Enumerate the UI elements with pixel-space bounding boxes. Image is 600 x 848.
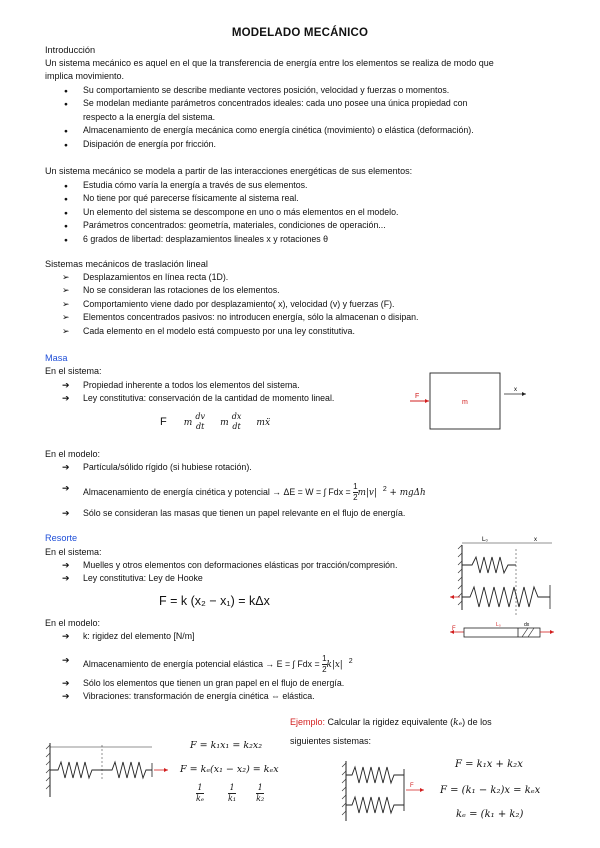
displacement-label: x [514,387,517,393]
energy-half-den: 2 [353,493,358,502]
model-bar-hatch [528,628,534,637]
model-bar-hatch [522,628,528,637]
model-left-force-label: F [452,626,456,632]
series-eq3-den-2: k₂ [256,794,265,803]
series-eq3-num-1: 1 [229,783,235,792]
series-eq1: F = k₁x₁ = k₂x₂ [190,740,263,751]
spring-half-num: 1 [322,654,327,663]
eq-m2: m [220,417,229,428]
series-eq3-den-1: k₁ [228,794,237,803]
model-bullet-list [45,179,398,246]
model-bullet: ● No tiene por qué parecerse físicamente al sistema real. [45,192,398,205]
translation-item: ➢ Cada elemento en el modelo está compuesto por una ley constitutiva. [45,325,418,338]
intro-paragraph-line1: Un sistema mecánico es aquel en el que la transferencia de energía entre los elementos se realiza de modo que [45,58,494,68]
model-bullet: ● 6 grados de libertad: desplazamientos lineales x y rotaciones θ [45,233,398,246]
mass-equation [160,412,270,432]
series-spring-1 [50,762,104,778]
series-eq3-mid [228,783,236,804]
intro-paragraph-line2: implica movimiento. [45,71,125,81]
resorte-model-item: ➔ Vibraciones: transformación de energía cinética ⇔ elástica. [45,690,344,703]
series-eq3-den-e: kₑ [196,794,204,803]
page-title: MODELADO MECÁNICO [231,27,369,39]
example-label: Ejemplo: [290,717,326,727]
intro-bullet-continuation-text: respecto a la energía del sistema. [83,111,216,122]
masa-model-list [45,461,252,474]
intro-bullet: ● Se modelan mediante parámetros concentrados ideales: cada uno posee una única propiedad con [45,97,474,110]
masa-system-label: En el sistema: [45,366,102,376]
resorte-system-list [45,559,397,586]
masa-model-label: En el modelo: [45,449,101,459]
masa-energy-item [45,482,426,503]
translation-list [45,271,418,338]
resorte-model-list-2 [45,677,344,704]
spring-stretched [462,587,550,607]
translation-item: ➢ No se consideran las rotaciones de los elementos. [45,284,418,297]
model-dx-label: dx [524,622,530,628]
masa-energy-list [45,482,426,503]
resorte-system-label: En el sistema: [45,547,102,557]
translation-item: ➢ Comportamiento viene dado por desplazamiento( x), velocidad (v) y fuerzas (F). [45,298,418,311]
translation-heading: Sistemas mecánicos de traslación lineal [45,259,208,269]
example-line1 [290,716,492,730]
model-bullet: ● Un elemento del sistema se descompone en uno o más elementos en el modelo. [45,206,398,219]
x-dimension-label: x [534,537,537,543]
masa-heading: Masa [45,353,68,363]
parallel-springs-diagram [338,755,438,825]
L0-label: L₀ [482,537,488,543]
example-text1: Calcular la rigidez equivalente ( [327,717,454,727]
intro-bullet-list [45,84,474,151]
parallel-wall-hatching [342,763,346,815]
parallel-force-label: F [410,783,414,789]
energy-exponent: 2 [382,485,387,493]
masa-system-list [45,379,334,406]
eq-m1: m [183,417,193,428]
eq-dx-dt [232,412,242,432]
series-springs-diagram [42,735,172,805]
eq-dv-dt [195,412,205,432]
eq-F: F [160,415,167,428]
masa-model-item: ➔ Sólo se consideran las masas que tienen un papel relevante en el flujo de energía. [45,507,405,520]
resorte-system-item: ➔ Ley constitutiva: Ley de Hooke [45,572,397,585]
resorte-model-item: ➔ Sólo los elementos que tienen un gran papel en el flujo de energía. [45,677,344,690]
eq-dx: dx [231,412,242,421]
eq-dt1: dt [196,422,205,431]
intro-bullet-continuation [45,111,474,124]
series-eq3-right [256,783,264,804]
resorte-energy-list [45,654,353,675]
masa-system-item: ➔ Propiedad inherente a todos los elementos del sistema. [45,379,334,392]
spring-half-den: 2 [322,665,327,674]
series-eq3-num: 1 [197,783,203,792]
spring-rest [462,557,516,573]
model-bullet: ● Parámetros concentrados: geometría, materiales, condiciones de operación... [45,219,398,232]
intro-bullet: ● Disipación de energía por fricción. [45,138,474,151]
energy-tail: + mgΔh [386,487,426,498]
hooke-equation: F = k (x₂ − x₁) = kΔx [159,594,270,608]
translation-item: ➢ Desplazamientos en línea recta (1D). [45,271,418,284]
masa-model-list-2 [45,507,405,520]
parallel-eq3: kₑ = (k₁ + k₂) [456,809,524,820]
energy-half-num: 1 [353,482,358,491]
example-text2: ) de los [462,717,492,727]
model-bullet: ● Estudia cómo varía la energía a través de sus elementos. [45,179,398,192]
series-eq3 [196,783,264,804]
resorte-model-item: ➔ k: rigidez del elemento [N/m] [45,630,194,643]
model-paragraph: Un sistema mecánico se modela a partir de las interacciones energéticas de sus elementos: [45,166,413,176]
spring-model-diagram [448,622,558,644]
series-eq3-left [196,783,204,804]
resorte-energy-item [45,654,353,675]
wall-force-arrowhead [450,595,454,599]
series-eq3-num-2: 1 [257,783,263,792]
resorte-heading: Resorte [45,533,78,543]
parallel-spring-2 [346,797,404,813]
intro-bullet: ● Almacenamiento de energía mecánica como energía cinética (movimiento) o elástica (deformación). [45,124,474,137]
translation-item: ➢ Elementos concentrados pasivos: no introducen energía, sólo la almacenan o disipan. [45,311,418,324]
spring-energy-exponent: 2 [348,657,353,665]
eq-dv: dv [195,412,206,421]
model-k-label: L₀ [496,622,501,628]
series-force-arrowhead [164,768,168,772]
resorte-model-list [45,630,194,643]
mass-label: m [462,399,468,406]
eq-dt2: dt [232,422,241,431]
resorte-system-item: ➔ Muelles y otros elementos con deformaciones elásticas por tracción/compresión. [45,559,397,572]
displacement-arrowhead [522,392,526,396]
resorte-model-label: En el modelo: [45,618,101,628]
eq-mx: mẍ [256,417,271,428]
intro-heading: Introducción [45,45,96,55]
masa-model-item: ➔ Partícula/sólido rígido (si hubiese rotación). [45,461,252,474]
example-line2: siguientes sistemas: [290,736,372,746]
energy-rest: m|v| [357,487,377,498]
spring-energy-rest: k|x| [326,659,343,670]
parallel-eq2: F = (k₁ − k₂)x = kₑx [440,785,541,796]
force-arrowhead [425,399,429,403]
model-right-arrowhead [550,630,554,634]
intro-bullet: ● Su comportamiento se describe mediante vectores posición, velocidad y fuerzas o momentos. [45,84,474,97]
masa-system-item: ➔ Ley constitutiva: conservación de la cantidad de momento lineal. [45,392,334,405]
spring-energy-text: Almacenamiento de energía potencial elástica → E = ∫ Fdx = [83,658,323,669]
parallel-spring-1 [346,767,404,783]
parallel-force-arrowhead [420,788,424,792]
parallel-eq1: F = k₁x + k₂x [455,759,523,770]
force-label: F [415,393,420,400]
wall-hatching [458,545,462,605]
series-eq2: F = kₑ(x₁ − x₂) = kₑx [180,764,279,775]
mass-block-diagram [404,368,534,434]
energy-text: Almacenamiento de energía cinética y potencial → ΔE = W = ∫ Fdx = [83,486,354,497]
example-ke: kₑ [453,718,463,728]
series-spring-2 [104,762,152,778]
series-wall-hatching [46,745,50,789]
